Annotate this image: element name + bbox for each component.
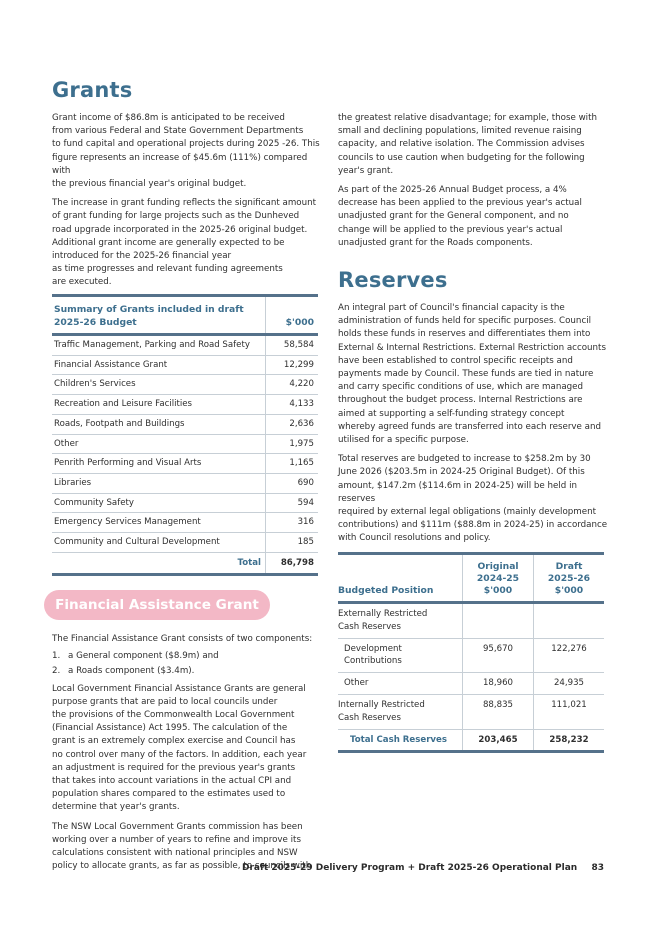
text-line: working over a number of years to refine and improve its <box>52 834 301 845</box>
text-line: the greatest relative disadvantage; for example, those with <box>338 113 598 123</box>
text-line: Grant income of $86.8m is anticipated to be received <box>52 113 285 123</box>
row-label <box>338 694 463 729</box>
fag-continued-para-1 <box>338 112 608 178</box>
footer-title: Draft 2025-29 Delivery Program + Draft 2025-26 Operational Plan <box>241 863 578 873</box>
table-row <box>52 493 318 513</box>
table-row <box>52 395 318 415</box>
row-label: Other <box>52 434 266 454</box>
table-row <box>338 694 604 729</box>
table-title <box>52 296 266 335</box>
text-line: no control over many of the factors. In addition, each year <box>52 749 307 760</box>
header-line: Original <box>477 561 519 572</box>
row-value: 594 <box>266 493 319 513</box>
text-line: the previous financial year's original budget. <box>52 179 247 190</box>
fag-intro: The Financial Assistance Grant consists of two components: <box>52 634 313 644</box>
row-label: Development Contributions <box>338 638 463 673</box>
list-item <box>52 665 320 678</box>
text-line: small and declining populations, limited revenue raising <box>338 126 582 137</box>
text-line: the provisions of the Commonwealth Local Government <box>52 710 295 721</box>
table-total-row <box>52 552 318 575</box>
grants-para-1 <box>52 112 320 191</box>
text-line: capacity, and relative isolation. The Commission advises <box>338 139 585 150</box>
text-line: of grant funding for large projects such as the Dunheved <box>52 211 300 222</box>
total-original: 203,465 <box>463 729 534 752</box>
text-line: determine that year's grants. <box>52 802 180 813</box>
text-line: an adjustment is required for the previous year's grants <box>52 762 296 773</box>
text-line: to fund capital and operational projects during 2025 -26. This <box>52 139 320 150</box>
text-line: figure represents an increase of $45.6m (111%) compared with <box>52 152 308 176</box>
text-line: are executed. <box>52 277 112 288</box>
draft-header <box>534 554 605 603</box>
page-footer <box>0 863 604 873</box>
table-row <box>338 673 604 695</box>
text-line: year's grant. <box>338 165 394 176</box>
text-line: population shares compared to the estimates used to <box>52 789 286 800</box>
list-item <box>52 650 320 663</box>
row-label: Emergency Services Management <box>52 513 266 533</box>
text-line: unadjusted grant for the Roads components. <box>338 237 533 248</box>
text-line: change will be applied to the previous year's actual <box>338 224 563 235</box>
label-line: Cash Reserves <box>338 712 401 723</box>
row-label: Financial Assistance Grant <box>52 355 266 375</box>
text-line: payments made by Council. These funds are tied in nature <box>338 369 594 380</box>
text-line: decrease has been applied to the previous year's actual <box>338 198 582 209</box>
empty-cell <box>534 603 605 639</box>
text-line: and carry specific conditions of use, which are managed <box>338 382 584 393</box>
row-value: 1,975 <box>266 434 319 454</box>
row-label: Community and Cultural Development <box>52 533 266 553</box>
text-line: administration of funds held for specific purposes. Council <box>338 316 592 327</box>
table-row <box>338 638 604 673</box>
text-line: holds these funds in reserves and differentiates them into <box>338 329 591 340</box>
amount-header: $'000 <box>266 296 319 335</box>
row-value-draft: 24,935 <box>534 673 605 695</box>
row-label: Children's Services <box>52 375 266 395</box>
reserves-para-2 <box>338 453 610 545</box>
fag-continued <box>338 112 608 250</box>
table-row <box>52 355 318 375</box>
text-line: unadjusted grant for the General component, and no <box>338 211 569 222</box>
text-line: from various Federal and State Government Departments <box>52 126 304 137</box>
fag-continued-para-2 <box>338 184 608 250</box>
row-label: Libraries <box>52 473 266 493</box>
text-line: As part of the 2025-26 Annual Budget process, a 4% <box>338 185 567 196</box>
text-line: throughout the budget process. Internal Restrictions are <box>338 395 583 406</box>
text-line: (Financial Assistance) Act 1995. The calculation of the <box>52 723 288 734</box>
row-label: Other <box>338 673 463 695</box>
label-line: Externally Restricted <box>338 609 428 619</box>
grants-summary-table <box>52 294 318 576</box>
text-line: introduced for the 2025-26 financial year <box>52 251 232 262</box>
table-row <box>338 603 604 639</box>
page-number: 83 <box>591 863 604 873</box>
text-line: that takes into account variations in the actual CPI and <box>52 776 292 787</box>
text-line: An integral part of Council's financial capacity is the <box>338 303 565 313</box>
header-line: 2025-26 <box>547 573 591 584</box>
list-number: 2. <box>52 666 61 677</box>
row-label: Community Safety <box>52 493 266 513</box>
financial-assistance-grant-heading: Financial Assistance Grant <box>44 590 270 620</box>
text-line: contributions) and $111m ($88.8m in 2024-25) in accordance <box>338 520 608 531</box>
text-line: grant is an extremely complex exercise and Council has <box>52 736 296 747</box>
fag-para-1 <box>52 683 320 815</box>
text-line: have been established to control specific receipts and <box>338 355 573 366</box>
header-line: Draft <box>555 561 583 572</box>
grants-heading: Grants <box>52 78 133 102</box>
total-label: Total <box>52 552 266 575</box>
reserves-table <box>338 552 604 753</box>
text-line: required by external legal obligations (mainly development <box>338 507 597 518</box>
table-row <box>52 414 318 434</box>
text-line: June 2026 ($203.5m in 2024-25 Original Budget). Of this <box>338 467 585 478</box>
budgeted-position-header: Budgeted Position <box>338 554 463 603</box>
table-header-row <box>52 296 318 335</box>
row-label: Roads, Footpath and Buildings <box>52 414 266 434</box>
table-title-line: 2025-26 Budget <box>54 317 137 328</box>
fag-body <box>52 633 320 873</box>
list-text: a Roads component ($3.4m). <box>68 666 195 677</box>
table-row <box>52 513 318 533</box>
text-line: policy to allocate grants, as far as possible, to councils with <box>52 861 312 872</box>
header-line: 2024-25 <box>476 573 520 584</box>
reserves-para-1 <box>338 302 610 447</box>
row-label <box>338 603 463 639</box>
row-label: Recreation and Leisure Facilities <box>52 395 266 415</box>
original-header <box>463 554 534 603</box>
reserves-heading: Reserves <box>338 268 448 292</box>
label-line: Cash Reserves <box>338 621 401 632</box>
row-value: 4,133 <box>266 395 319 415</box>
text-line: road upgrade incorporated in the 2025-26 original budget. <box>52 224 308 235</box>
text-line: calculations consistent with national principles and NSW <box>52 848 298 859</box>
row-value: 12,299 <box>266 355 319 375</box>
row-label: Penrith Performing and Visual Arts <box>52 454 266 474</box>
table-title-line: Summary of Grants included in draft <box>54 304 244 315</box>
row-value: 58,584 <box>266 335 319 356</box>
total-label: Total Cash Reserves <box>338 729 463 752</box>
row-value: 185 <box>266 533 319 553</box>
fag-components-list <box>52 650 320 678</box>
reserves-body <box>338 302 610 546</box>
row-value: 4,220 <box>266 375 319 395</box>
grants-intro <box>52 112 320 290</box>
table-header-row <box>338 554 604 603</box>
row-value-draft: 122,276 <box>534 638 605 673</box>
header-line: $'000 <box>554 585 584 596</box>
text-line: amount, $147.2m ($114.6m in 2024-25) will be held in reserves <box>338 480 577 504</box>
row-value-original: 18,960 <box>463 673 534 695</box>
text-line: with Council resolutions and policy. <box>338 533 491 544</box>
grants-para-2 <box>52 197 320 289</box>
total-value: 86,798 <box>266 552 319 575</box>
text-line: The increase in grant funding reflects the significant amount <box>52 198 317 209</box>
text-line: Local Government Financial Assistance Grants are general <box>52 683 306 694</box>
text-line: as time progresses and relevant funding agreements <box>52 264 283 275</box>
text-line: utilised for a specific purpose. <box>338 435 469 446</box>
text-line: councils to use caution when budgeting for the following <box>338 152 585 163</box>
table-row <box>52 533 318 553</box>
text-line: Total reserves are budgeted to increase to $258.2m by 30 <box>338 454 591 465</box>
text-line: aimed at supporting a self-funding strategy concept <box>338 408 565 419</box>
row-value: 316 <box>266 513 319 533</box>
row-value-original: 88,835 <box>463 694 534 729</box>
text-line: Additional grant income are generally expected to be <box>52 237 285 248</box>
empty-cell <box>463 603 534 639</box>
table-total-row <box>338 729 604 752</box>
header-line: $'000 <box>483 585 513 596</box>
row-value: 2,636 <box>266 414 319 434</box>
row-value-draft: 111,021 <box>534 694 605 729</box>
text-line: The NSW Local Government Grants commission has been <box>52 821 303 832</box>
table-row <box>52 434 318 454</box>
text-line: External & Internal Restrictions. External Restriction accounts <box>338 342 606 353</box>
table-row <box>52 335 318 356</box>
table-row <box>52 454 318 474</box>
text-line: whereby agreed funds are transferred into each reserve and <box>338 421 601 432</box>
table-row <box>52 375 318 395</box>
row-value: 1,165 <box>266 454 319 474</box>
list-text: a General component ($8.9m) and <box>68 651 219 662</box>
row-value: 690 <box>266 473 319 493</box>
list-number: 1. <box>52 651 61 662</box>
row-label: Traffic Management, Parking and Road Safety <box>52 335 266 356</box>
label-line: Internally Restricted <box>338 699 425 710</box>
row-value-original: 95,670 <box>463 638 534 673</box>
text-line: purpose grants that are paid to local councils under <box>52 696 278 707</box>
total-draft: 258,232 <box>534 729 605 752</box>
table-row <box>52 473 318 493</box>
